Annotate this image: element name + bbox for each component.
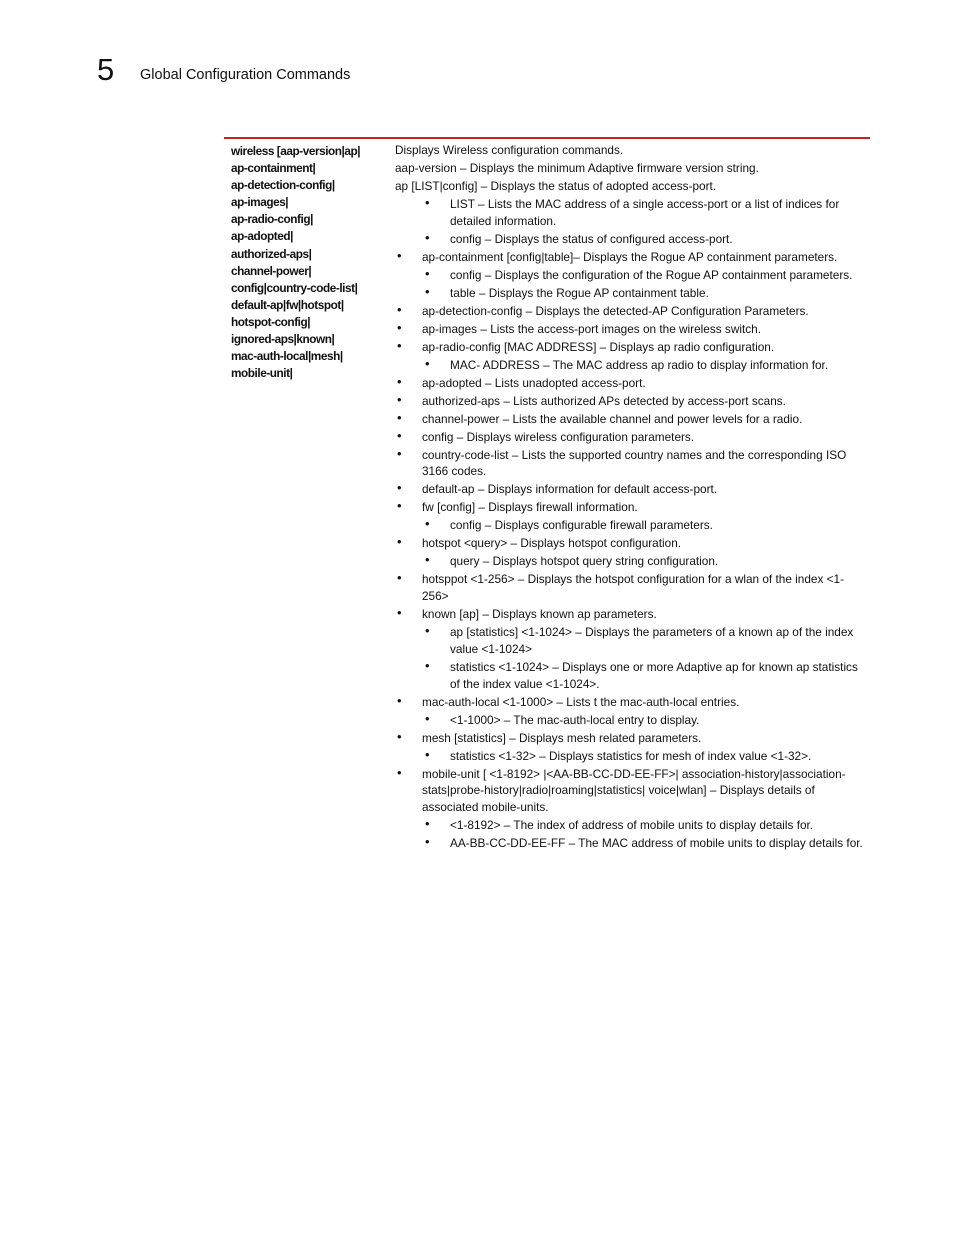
bullet-text: hotspot <query> – Displays hotspot configuration. [422,536,682,551]
bullet-item [395,393,870,410]
sub-bullet-item [395,624,870,658]
bullet-icon: • [397,373,402,389]
bullet-item [395,766,870,816]
bullet-text: ap-detection-config – Displays the detected-AP Configuration Parameters. [422,303,809,318]
bullet-icon: • [397,570,402,586]
bullet-item [395,321,870,338]
bullet-item [395,571,870,605]
bullet-item [395,535,870,552]
bullet-text: config – Displays the status of configured access-port. [450,231,733,246]
bullet-text: ap [statistics] <1-1024> – Displays the parameters of a known ap of the index value <1-1024> [450,625,854,656]
bullet-item [395,411,870,428]
bullet-item [395,730,870,747]
bullet-icon: • [425,283,430,299]
bullet-item [395,375,870,392]
bullet-text: table – Displays the Rogue AP containment table. [450,285,709,300]
bullet-icon: • [425,834,430,850]
bullet-icon: • [425,355,430,371]
bullet-icon: • [425,746,430,762]
bullet-text: default-ap – Displays information for default access-port. [422,482,718,497]
bullet-item [395,499,870,516]
sub-bullet-item [395,712,870,729]
bullet-text: query – Displays hotspot query string configuration. [450,554,719,569]
command-description-column [395,142,870,853]
bullet-text: authorized-aps – Lists authorized APs detected by access-port scans. [422,393,786,408]
bullet-icon: • [397,247,402,263]
command-syntax-line: ap-adopted| [231,229,293,244]
bullet-item [395,694,870,711]
command-syntax-line: ignored-aps|known| [231,332,335,347]
bullet-text: ap-containment [config|table]– Displays the Rogue AP containment parameters. [422,249,838,264]
command-syntax-line: authorized-aps| [231,246,312,261]
sub-bullet-item [395,817,870,834]
bullet-text: LIST – Lists the MAC address of a single access-port or a list of indices for detailed information. [450,196,840,228]
command-syntax-line: wireless [aap-version|ap| [231,144,361,158]
bullet-text: <1-8192> – The index of address of mobile units to display details for. [450,818,814,833]
bullet-icon: • [425,816,430,832]
bullet-icon: • [397,498,402,514]
chapter-title: Global Configuration Commands [140,67,351,83]
bullet-item [395,249,870,266]
command-syntax-column [231,143,381,382]
bullet-text: ap-radio-config [MAC ADDRESS] – Displays ap radio configuration. [422,339,775,354]
bullet-text: AA-BB-CC-DD-EE-FF – The MAC address of mobile units to display details for. [450,836,863,851]
sub-bullet-item [395,835,870,852]
bullet-icon: • [397,409,402,425]
bullet-text: MAC- ADDRESS – The MAC address ap radio to display information for. [450,357,829,372]
bullet-icon: • [397,480,402,496]
bullet-item [395,447,870,481]
bullet-text: fw [config] – Displays firewall information. [422,500,638,515]
command-syntax-line: hotspot-config| [231,314,311,329]
bullet-icon: • [397,391,402,407]
bullet-item [395,606,870,623]
bullet-text: statistics <1-32> – Displays statistics for mesh of index value <1-32>. [450,748,812,763]
sub-bullet-item [395,196,870,230]
sub-bullet-item [395,231,870,248]
command-syntax-line: ap-images| [231,195,289,210]
sub-bullet-item [395,748,870,765]
table-top-rule [224,137,870,139]
sub-bullet-item [395,517,870,534]
bullet-text: known [ap] – Displays known ap parameters. [422,607,657,622]
description-paragraph: Displays Wireless configuration commands. [395,143,624,157]
bullet-item [395,339,870,356]
bullet-icon: • [425,194,430,210]
bullet-item [395,303,870,320]
bullet-text: <1-1000> – The mac-auth-local entry to display. [450,712,700,727]
bullet-item [395,429,870,446]
bullet-icon: • [425,552,430,568]
bullet-text: country-code-list – Lists the supported country names and the corresponding ISO 3166 codes. [422,447,847,479]
bullet-icon: • [397,728,402,744]
bullet-icon: • [397,319,402,335]
bullet-text: channel-power – Lists the available channel and power levels for a radio. [422,411,803,426]
bullet-icon: • [397,764,402,780]
command-syntax-line: mac-auth-local|mesh| [231,349,343,364]
bullet-icon: • [397,692,402,708]
sub-bullet-item [395,285,870,302]
command-syntax-line: default-ap|fw|hotspot| [231,297,344,312]
chapter-number: 5 [97,52,115,87]
bullet-icon: • [397,445,402,461]
bullet-icon: • [397,427,402,443]
bullet-icon: • [397,605,402,621]
sub-bullet-item [395,659,870,693]
bullet-icon: • [425,516,430,532]
bullet-text: ap-images – Lists the access-port images on the wireless switch. [422,321,761,336]
description-paragraph: aap-version – Displays the minimum Adaptive firmware version string. [395,160,759,175]
bullet-text: config – Displays configurable firewall parameters. [450,518,713,533]
bullet-icon: • [397,534,402,550]
bullet-icon: • [425,623,430,639]
bullet-text: config – Displays the configuration of the Rogue AP containment parameters. [450,267,853,282]
bullet-text: ap-adopted – Lists unadopted access-port. [422,375,646,390]
bullet-icon: • [425,710,430,726]
command-syntax-line: channel-power| [231,263,312,278]
bullet-text: config – Displays wireless configuration parameters. [422,429,695,444]
command-syntax-line: ap-containment| [231,161,316,176]
bullet-icon: • [397,337,402,353]
bullet-icon: • [425,657,430,673]
bullet-icon: • [425,265,430,281]
bullet-text: hotsppot <1-256> – Displays the hotspot configuration for a wlan of the index <1-256> [422,572,845,604]
sub-bullet-item [395,267,870,284]
sub-bullet-item [395,553,870,570]
bullet-text: mac-auth-local <1-1000> – Lists t the mac-auth-local entries. [422,694,740,709]
bullet-text: statistics <1-1024> – Displays one or more Adaptive ap for known ap statistics of the index value <1-1024>. [450,659,858,691]
sub-bullet-item [395,357,870,374]
command-syntax-line: config|country-code-list| [231,280,358,295]
command-syntax-line: ap-radio-config| [231,212,313,227]
command-syntax-line: ap-detection-config| [231,178,335,193]
bullet-item [395,481,870,498]
bullet-text: mobile-unit [ <1-8192> |<AA-BB-CC-DD-EE-FF>| association-history|association-stats|probe-history|radio|roaming|statistics| voice|wlan] – Displays details of associated mobile-units. [422,766,846,815]
description-paragraph: ap [LIST|config] – Displays the status of adopted access-port. [395,178,717,193]
bullet-text: mesh [statistics] – Displays mesh related parameters. [422,730,702,745]
command-syntax-line: mobile-unit| [231,366,293,381]
bullet-icon: • [425,229,430,245]
bullet-icon: • [397,301,402,317]
